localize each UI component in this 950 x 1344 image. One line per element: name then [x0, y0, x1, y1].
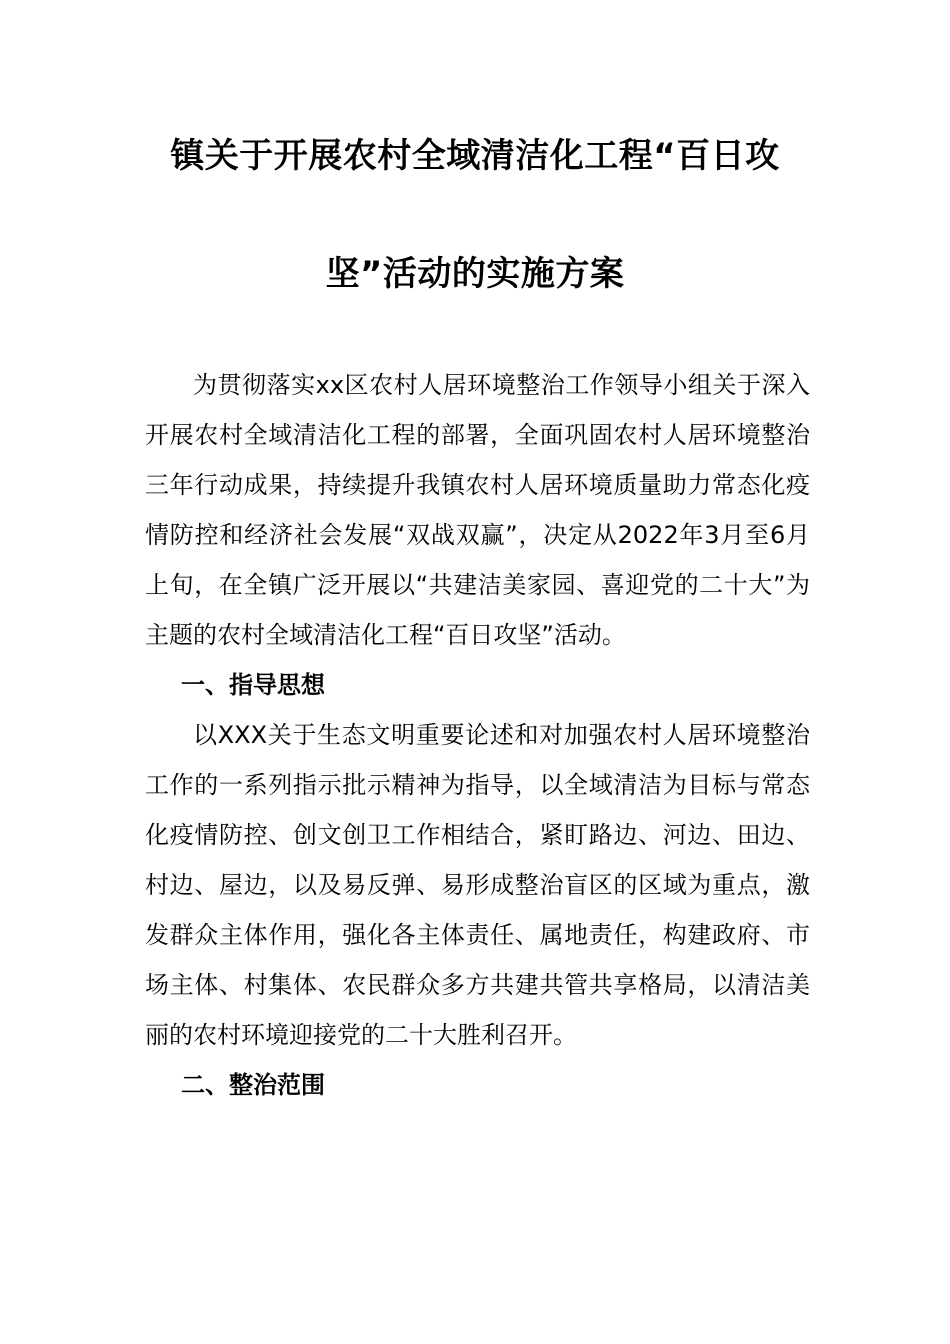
section-heading-scope: 二、整治范围: [181, 1071, 325, 1099]
guiding-ideology-paragraph: 以XXX关于生态文明重要论述和对加强农村人居环境整治工作的一系列指示批示精神为指导，以全域清洁为目标与常态化疫情防控、创文创卫工作相结合，紧盯路边、河边、田边、村边、屋边，以及易反弹、易形成整治盲区的区域为重点，激发群众主体作用，强化各主体责任、属地责任，构建政府、市场主体、村集体、农民群众多方共建共管共享格局，以清洁美丽的农村环境迎接党的二十大胜利召开。: [145, 721, 810, 1049]
document-body: [145, 360, 810, 1110]
document-title-line-1: 镇关于开展农村全域清洁化工程“百日攻: [170, 136, 780, 176]
document-title-line-2: 坚”活动的实施方案: [325, 254, 625, 294]
section-heading-guiding-ideology: 一、指导思想: [181, 671, 325, 699]
intro-paragraph: 为贯彻落实xx区农村人居环境整治工作领导小组关于深入开展农村全域清洁化工程的部署，全面巩固农村人居环境整治三年行动成果，持续提升我镇农村人居环境质量助力常态化疫情防控和经济社会发展“双战双赢”，决定从2022年3月至6月上旬，在全镇广泛开展以“共建洁美家园、喜迎党的二十大”为主题的农村全域清洁化工程“百日攻坚”活动。: [145, 371, 810, 649]
